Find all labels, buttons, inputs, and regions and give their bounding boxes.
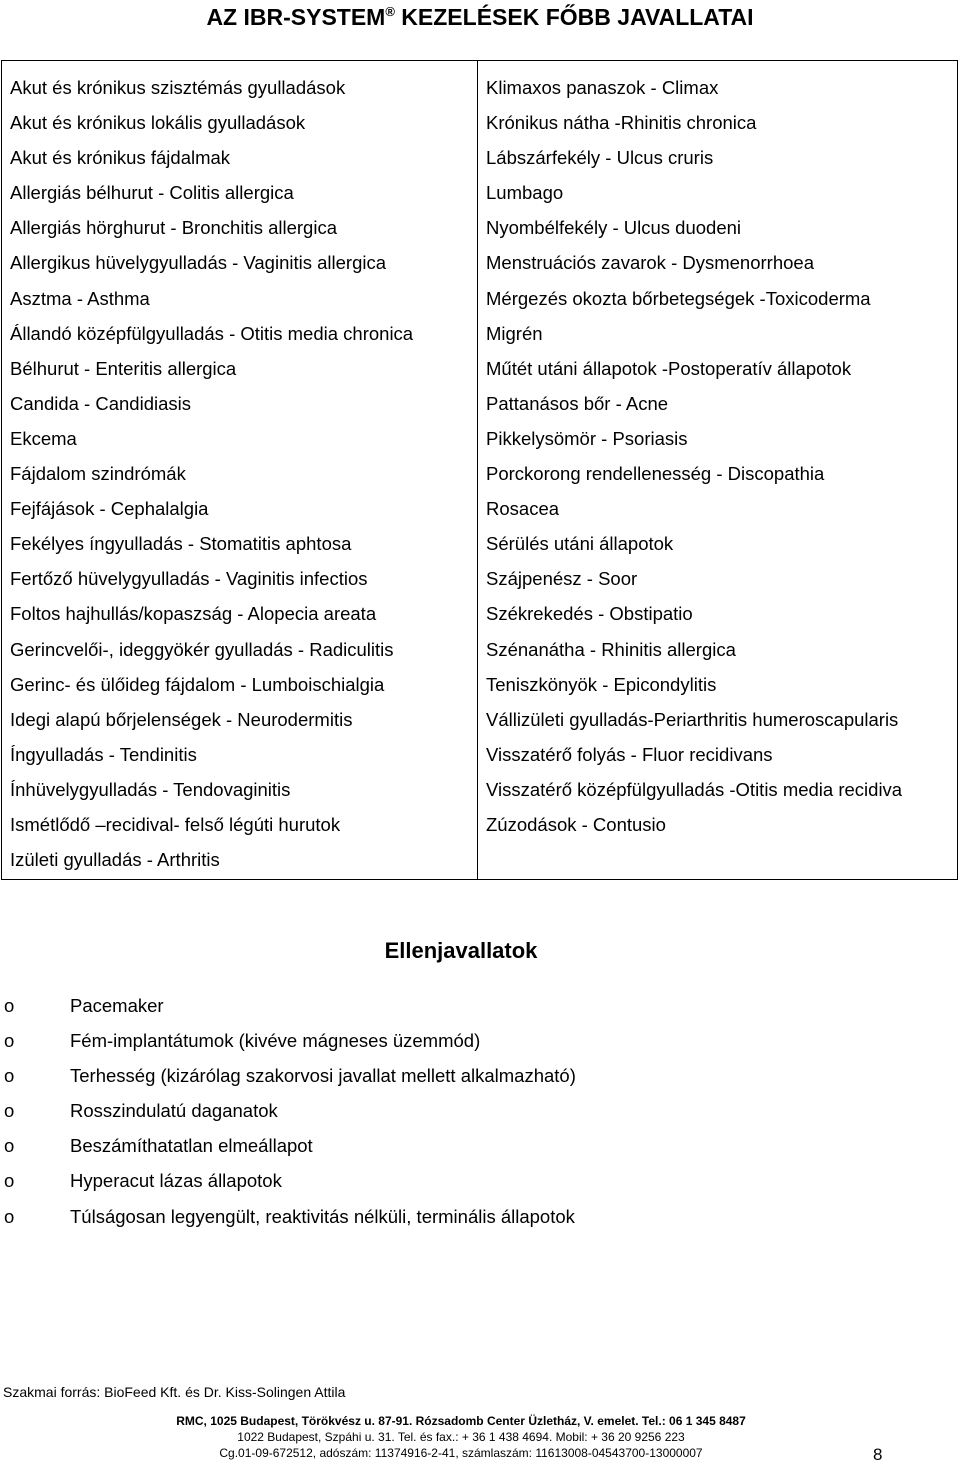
indications-table bbox=[1, 60, 958, 880]
indication-item: Nyombélfekély - Ulcus duodeni bbox=[486, 217, 742, 239]
indications-left-column bbox=[2, 61, 478, 879]
indication-item: Vállizületi gyulladás-Periarthritis humeroscapularis bbox=[486, 708, 899, 730]
indication-item: Candida - Candidiasis bbox=[10, 392, 191, 414]
contraindications-heading: Ellenjavallatok bbox=[384, 938, 538, 963]
footer-company-line: Cg.01-09-672512, adószám: 11374916-2-41, számlaszám: 11613008-04543700-13000007 bbox=[219, 1446, 703, 1460]
registered-mark: ® bbox=[385, 4, 395, 19]
list-bullet: o bbox=[4, 1065, 15, 1087]
contraindication-text: Túlságosan legyengült, reaktivitás nélküli, terminális állapotok bbox=[70, 1205, 575, 1227]
indication-item: Akut és krónikus fájdalmak bbox=[10, 147, 231, 169]
indication-item: Fájdalom szindrómák bbox=[10, 463, 186, 485]
indication-item: Gerinc- és ülőideg fájdalom - Lumboischialgia bbox=[10, 673, 385, 695]
indication-item: Fertőző hüvelygyulladás - Vaginitis infectios bbox=[10, 568, 368, 590]
indication-item: Porckorong rendellenesség - Discopathia bbox=[486, 463, 825, 485]
indication-item: Állandó középfülgyulladás - Otitis media chronica bbox=[10, 322, 414, 344]
indication-item: Rosacea bbox=[486, 498, 560, 520]
indication-item: Izületi gyulladás - Arthritis bbox=[10, 849, 220, 871]
indication-item: Ismétlődő –recidival- felső légúti hurutok bbox=[10, 813, 341, 835]
contraindication-text: Rosszindulatú daganatok bbox=[70, 1100, 278, 1122]
indication-item: Akut és krónikus lokális gyulladások bbox=[10, 112, 306, 134]
list-bullet: o bbox=[4, 1135, 15, 1157]
indication-item: Foltos hajhullás/kopaszság - Alopecia areata bbox=[10, 603, 377, 625]
indication-item: Allergikus hüvelygyulladás - Vaginitis allergica bbox=[10, 252, 387, 274]
indication-item: Pikkelysömör - Psoriasis bbox=[486, 427, 688, 449]
indication-item: Idegi alapú bőrjelenségek - Neurodermitis bbox=[10, 708, 353, 730]
page-number: 8 bbox=[873, 1445, 883, 1464]
indication-item: Székrekedés - Obstipatio bbox=[486, 603, 693, 625]
indications-left-list bbox=[10, 70, 477, 877]
source-note: Szakmai forrás: BioFeed Kft. és Dr. Kiss-Solingen Attila bbox=[3, 1384, 346, 1400]
footer-address-line: RMC, 1025 Budapest, Törökvész u. 87-91. Rózsadomb Center Üzletház, V. emelet. Tel.: 06 1 345 8487 bbox=[176, 1414, 746, 1428]
footer-contact-line: 1022 Budapest, Szpáhi u. 31. Tel. és fax.: + 36 1 438 4694. Mobil: + 36 20 9256 223 bbox=[237, 1430, 685, 1444]
indication-item: Migrén bbox=[486, 322, 543, 344]
page-title bbox=[0, 2, 960, 32]
indication-item: Menstruációs zavarok - Dysmenorrhoea bbox=[486, 252, 814, 274]
list-bullet: o bbox=[4, 1205, 15, 1227]
indication-item: Fejfájások - Cephalalgia bbox=[10, 498, 209, 520]
indication-item: Visszatérő középfülgyulladás -Otitis media recidiva bbox=[486, 778, 903, 800]
indication-item: Mérgezés okozta bőrbetegségek -Toxicoderma bbox=[486, 287, 871, 309]
indication-item: Krónikus nátha -Rhinitis chronica bbox=[486, 112, 757, 134]
title-rest: KEZELÉSEK FŐBB JAVALLATAI bbox=[394, 4, 754, 30]
list-bullet: o bbox=[4, 1170, 15, 1192]
indication-item: Pattanásos bőr - Acne bbox=[486, 392, 669, 414]
indications-right-list bbox=[486, 70, 957, 842]
indication-item: Lumbago bbox=[486, 182, 564, 204]
indication-item: Akut és krónikus szisztémás gyulladások bbox=[10, 77, 346, 98]
indication-item: Bélhurut - Enteritis allergica bbox=[10, 357, 237, 379]
indication-item: Műtét utáni állapotok -Postoperatív állapotok bbox=[486, 357, 852, 379]
contraindication-text: Terhesség (kizárólag szakorvosi javallat mellett alkalmazható) bbox=[70, 1065, 576, 1087]
indication-item: Fekélyes íngyulladás - Stomatitis aphtosa bbox=[10, 533, 352, 555]
indication-item: Visszatérő folyás - Fluor recidivans bbox=[486, 743, 773, 765]
indication-item: Gerincvelői-, ideggyökér gyulladás - Radiculitis bbox=[10, 638, 394, 660]
indication-item: Asztma - Asthma bbox=[10, 287, 150, 309]
contraindication-text: Pacemaker bbox=[70, 995, 164, 1016]
contraindication-text: Hyperacut lázas állapotok bbox=[70, 1170, 282, 1192]
title-main: AZ IBR-SYSTEM bbox=[206, 4, 386, 30]
indications-right-column bbox=[478, 61, 957, 879]
footer bbox=[0, 1413, 922, 1461]
indication-item: Íngyulladás - Tendinitis bbox=[10, 743, 197, 765]
indication-item: Ínhüvelygyulladás - Tendovaginitis bbox=[10, 778, 291, 800]
contraindication-text: Fém-implantátumok (kivéve mágneses üzemmód) bbox=[70, 1030, 481, 1052]
indication-item: Klimaxos panaszok - Climax bbox=[486, 77, 719, 98]
indication-item: Allergiás hörghurut - Bronchitis allergica bbox=[10, 217, 337, 239]
indication-item: Ekcema bbox=[10, 427, 77, 449]
indication-item: Allergiás bélhurut - Colitis allergica bbox=[10, 182, 294, 204]
indication-item: Szénanátha - Rhinitis allergica bbox=[486, 638, 736, 660]
indication-item: Lábszárfekély - Ulcus cruris bbox=[486, 147, 714, 169]
list-bullet: o bbox=[4, 1030, 15, 1052]
indication-item: Szájpenész - Soor bbox=[486, 568, 638, 590]
contraindication-text: Beszámíthatatlan elmeállapot bbox=[70, 1135, 313, 1157]
indication-item: Teniszkönyök - Epicondylitis bbox=[486, 673, 717, 695]
indication-item: Zúzodások - Contusio bbox=[486, 813, 666, 835]
list-bullet: o bbox=[4, 995, 15, 1016]
list-bullet: o bbox=[4, 1100, 15, 1122]
indication-item: Sérülés utáni állapotok bbox=[486, 533, 674, 555]
